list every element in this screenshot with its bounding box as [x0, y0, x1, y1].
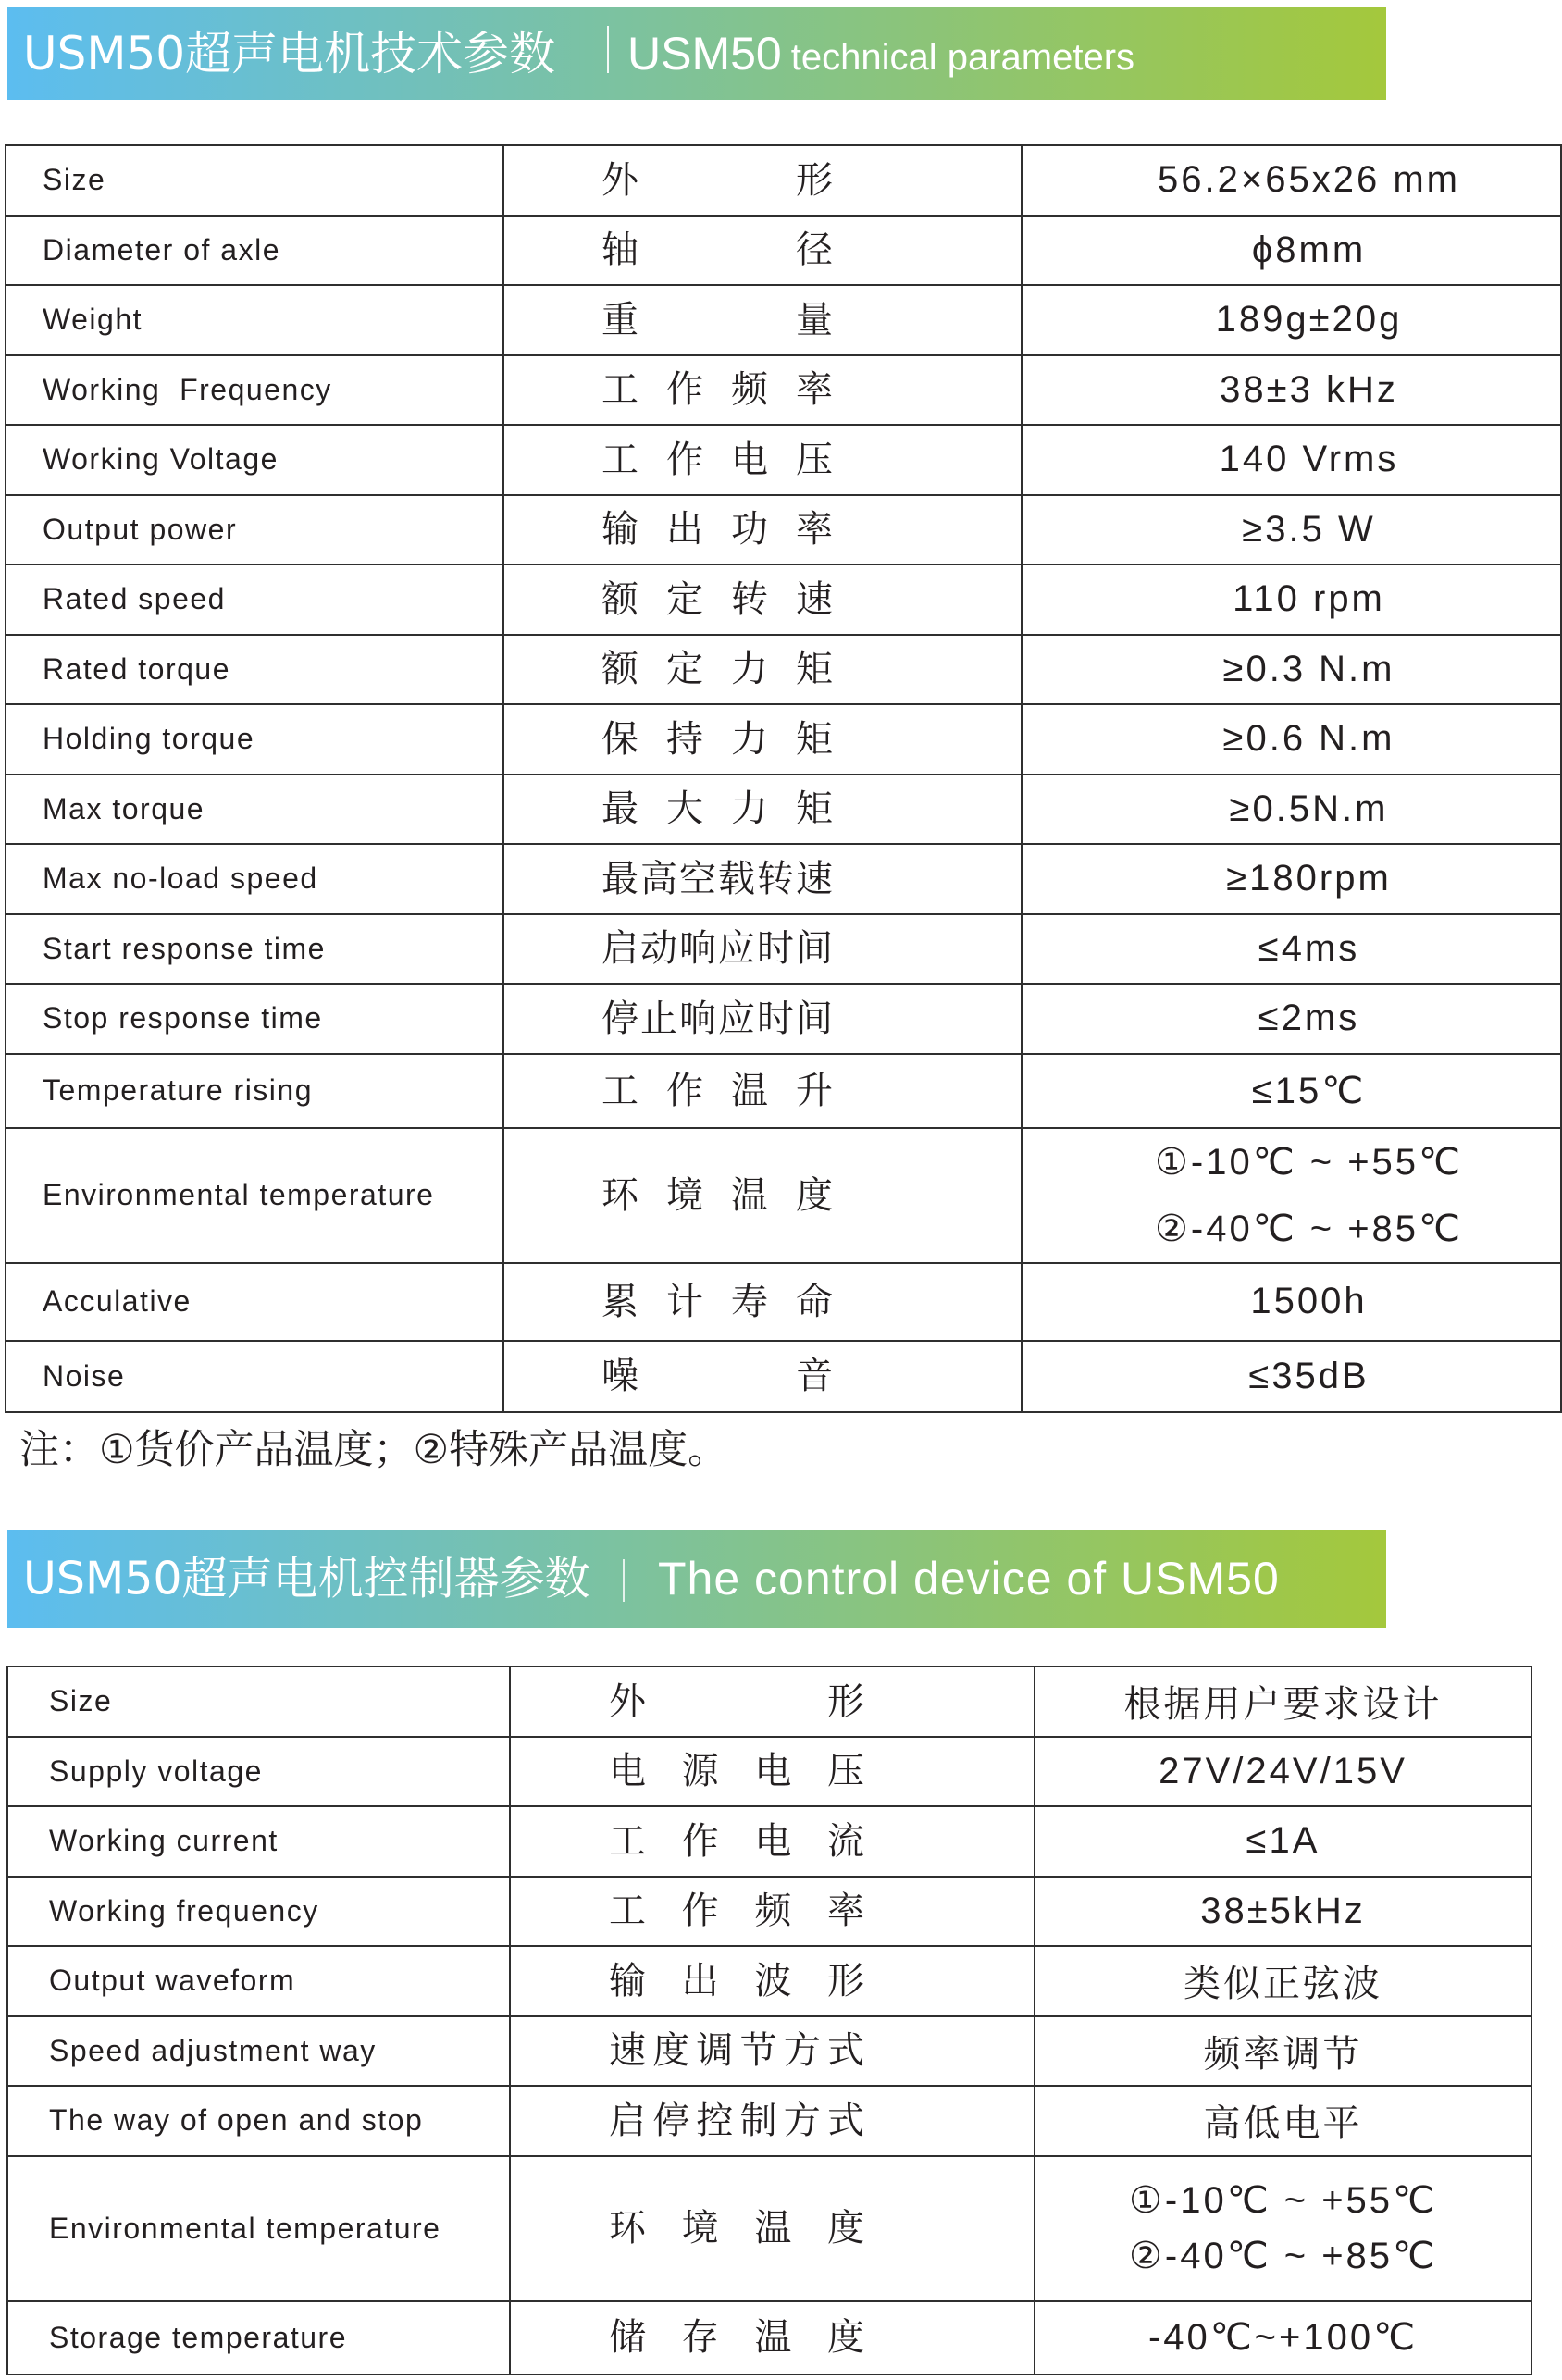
param-name-cn: 重量 — [601, 298, 833, 341]
param-name-cn-cell — [503, 1128, 1022, 1263]
param-value: ≥0.3 N.m — [1022, 635, 1561, 705]
param-name-cn: 启停控制方式 — [609, 2099, 864, 2142]
param-value: 140 Vrms — [1022, 425, 1561, 495]
table-row — [7, 1737, 1531, 1807]
param-name-en: Max torque — [6, 775, 503, 845]
table-row — [6, 1054, 1561, 1128]
param-name-cn-cell — [503, 285, 1022, 355]
param-name-en: Output waveform — [7, 1946, 510, 2016]
param-name-cn-cell — [503, 495, 1022, 565]
param-value: 根据用户要求设计 — [1035, 1667, 1531, 1737]
param-value-line: ②-40℃ ~ +85℃ — [1129, 2236, 1437, 2276]
param-value: 38±5kHz — [1035, 1877, 1531, 1947]
motor-params-banner — [7, 7, 1386, 100]
param-name-cn: 保持力矩 — [601, 717, 833, 761]
param-name-cn-cell — [503, 564, 1022, 635]
param-name-en: Working Frequency — [6, 355, 503, 426]
banner-title-en: technical parameters — [790, 37, 1135, 78]
param-name-en: Rated speed — [6, 564, 503, 635]
controller-params-table — [6, 1666, 1532, 2375]
motor-params-table — [5, 144, 1562, 1413]
table-row — [6, 704, 1561, 775]
banner-title-cn: USM50超声电机控制器参数 — [23, 1552, 590, 1605]
table-row — [6, 914, 1561, 985]
param-value: 189g±20g — [1022, 285, 1561, 355]
param-name-en: Output power — [6, 495, 503, 565]
table-row — [6, 1341, 1561, 1412]
table-row — [6, 355, 1561, 426]
param-name-cn: 外形 — [601, 158, 833, 202]
param-name-en: Rated torque — [6, 635, 503, 705]
param-name-cn-cell — [510, 2016, 1035, 2087]
param-name-en: Working frequency — [7, 1877, 510, 1947]
param-value: ϕ8mm — [1022, 216, 1561, 286]
param-name-cn-cell — [510, 2086, 1035, 2156]
banner-title-en: The control device of USM50 — [658, 1553, 1280, 1605]
param-value: ≥3.5 W — [1022, 495, 1561, 565]
param-name-en: Supply voltage — [7, 1737, 510, 1807]
param-name-cn: 最大力矩 — [601, 787, 833, 831]
param-name-cn-cell — [510, 1946, 1035, 2016]
param-value: 27V/24V/15V — [1035, 1737, 1531, 1807]
table-row — [6, 844, 1561, 914]
param-name-cn-cell — [503, 1341, 1022, 1412]
table-row — [7, 2301, 1531, 2375]
param-name-en: Acculative — [6, 1263, 503, 1341]
param-value: ≥180rpm — [1022, 844, 1561, 914]
param-name-en: Holding torque — [6, 704, 503, 775]
param-name-en: The way of open and stop — [7, 2086, 510, 2156]
table-row — [6, 775, 1561, 845]
param-name-cn-cell — [510, 1877, 1035, 1947]
param-name-en: Noise — [6, 1341, 503, 1412]
param-value: ≤15℃ — [1022, 1054, 1561, 1128]
param-name-cn: 额定转速 — [601, 577, 833, 621]
footnote: 注：①货价产品温度；②特殊产品温度。 — [19, 1427, 728, 1473]
param-name-cn: 工作电流 — [609, 1819, 864, 1863]
param-name-cn-cell — [503, 775, 1022, 845]
param-name-cn: 电源电压 — [609, 1750, 864, 1793]
param-name-cn: 累计寿命 — [601, 1280, 833, 1323]
controller-params-table-body — [7, 1667, 1531, 2374]
table-row — [7, 2086, 1531, 2156]
param-name-cn: 储存温度 — [609, 2316, 864, 2360]
param-name-cn-cell — [510, 1737, 1035, 1807]
table-row — [7, 2016, 1531, 2087]
param-value: 频率调节 — [1035, 2016, 1531, 2087]
param-name-cn: 环境温度 — [601, 1173, 833, 1217]
param-value: 类似正弦波 — [1035, 1946, 1531, 2016]
table-row — [7, 1946, 1531, 2016]
param-name-cn-cell — [503, 984, 1022, 1054]
param-name-cn-cell — [503, 914, 1022, 985]
banner-title-en-group — [627, 28, 1135, 80]
param-name-cn-cell — [510, 2301, 1035, 2375]
param-name-cn: 工作电压 — [601, 438, 833, 481]
param-name-en: Max no-load speed — [6, 844, 503, 914]
table-row — [7, 1806, 1531, 1877]
param-name-cn: 启动响应时间 — [601, 927, 833, 971]
param-name-en: Stop response time — [6, 984, 503, 1054]
param-name-en: Size — [7, 1667, 510, 1737]
table-row — [6, 216, 1561, 286]
param-value: -40℃~+100℃ — [1035, 2301, 1531, 2375]
param-name-en: Working Voltage — [6, 425, 503, 495]
param-name-cn: 轴径 — [601, 229, 833, 272]
param-name-cn-cell — [503, 635, 1022, 705]
param-value: ≤4ms — [1022, 914, 1561, 985]
banner-divider — [607, 26, 609, 73]
table-row — [7, 2156, 1531, 2301]
param-name-cn: 外形 — [609, 1680, 864, 1723]
param-value-line: ①-10℃ ~ +55℃ — [1129, 2180, 1437, 2221]
param-name-en: Storage temperature — [7, 2301, 510, 2375]
param-name-cn: 速度调节方式 — [609, 2029, 864, 2073]
param-name-cn: 停止响应时间 — [601, 997, 833, 1040]
table-row — [6, 1263, 1561, 1341]
param-name-en: Size — [6, 145, 503, 216]
param-name-cn-cell — [503, 355, 1022, 426]
param-name-cn-cell — [503, 704, 1022, 775]
controller-params-banner — [7, 1530, 1386, 1628]
param-value: ≤1A — [1035, 1806, 1531, 1877]
motor-params-table-body — [6, 145, 1561, 1412]
param-name-cn-cell — [510, 1806, 1035, 1877]
param-value: 56.2×65x26 mm — [1022, 145, 1561, 216]
param-name-en: Temperature rising — [6, 1054, 503, 1128]
param-name-cn: 工作频率 — [609, 1890, 864, 1933]
param-value: 1500h — [1022, 1263, 1561, 1341]
param-value-line: ②-40℃ ~ +85℃ — [1155, 1208, 1463, 1249]
param-name-cn: 工作温升 — [601, 1069, 833, 1112]
banner-divider — [623, 1559, 625, 1602]
param-name-en: Environmental temperature — [7, 2156, 510, 2301]
param-name-cn-cell — [503, 1054, 1022, 1128]
param-value-line: ①-10℃ ~ +55℃ — [1155, 1141, 1463, 1183]
param-name-cn-cell — [510, 2156, 1035, 2301]
param-name-cn: 噪音 — [601, 1355, 833, 1397]
param-name-en: Weight — [6, 285, 503, 355]
param-value-cell — [1035, 2156, 1531, 2301]
table-row — [6, 285, 1561, 355]
param-name-cn: 最高空载转速 — [601, 857, 833, 900]
param-name-cn-cell — [503, 425, 1022, 495]
param-value: 38±3 kHz — [1022, 355, 1561, 426]
table-row — [6, 635, 1561, 705]
table-row — [6, 145, 1561, 216]
param-name-cn: 额定力矩 — [601, 648, 833, 691]
table-row — [6, 984, 1561, 1054]
table-row — [6, 564, 1561, 635]
table-row — [6, 425, 1561, 495]
param-value: ≥0.6 N.m — [1022, 704, 1561, 775]
param-name-cn: 工作频率 — [601, 368, 833, 412]
table-row — [6, 1128, 1561, 1263]
banner-title-cn: USM50超声电机技术参数 — [23, 27, 556, 81]
param-name-cn: 输出功率 — [601, 508, 833, 552]
param-value: ≤35dB — [1022, 1341, 1561, 1412]
param-name-cn: 输出波形 — [609, 1959, 864, 2002]
param-name-en: Environmental temperature — [6, 1128, 503, 1263]
param-name-en: Speed adjustment way — [7, 2016, 510, 2087]
param-name-en: Start response time — [6, 914, 503, 985]
param-value: ≤2ms — [1022, 984, 1561, 1054]
param-name-cn-cell — [503, 145, 1022, 216]
param-name-cn-cell — [503, 1263, 1022, 1341]
table-row — [7, 1877, 1531, 1947]
param-name-en: Working current — [7, 1806, 510, 1877]
banner-title-en-model: USM50 — [627, 28, 782, 80]
param-value: 高低电平 — [1035, 2086, 1531, 2156]
param-name-cn-cell — [503, 216, 1022, 286]
param-name-cn: 环境温度 — [609, 2207, 864, 2250]
param-name-cn-cell — [503, 844, 1022, 914]
param-value: 110 rpm — [1022, 564, 1561, 635]
table-row — [6, 495, 1561, 565]
param-value-cell — [1022, 1128, 1561, 1263]
table-row — [7, 1667, 1531, 1737]
param-name-cn-cell — [510, 1667, 1035, 1737]
param-name-en: Diameter of axle — [6, 216, 503, 286]
param-value: ≥0.5N.m — [1022, 775, 1561, 845]
